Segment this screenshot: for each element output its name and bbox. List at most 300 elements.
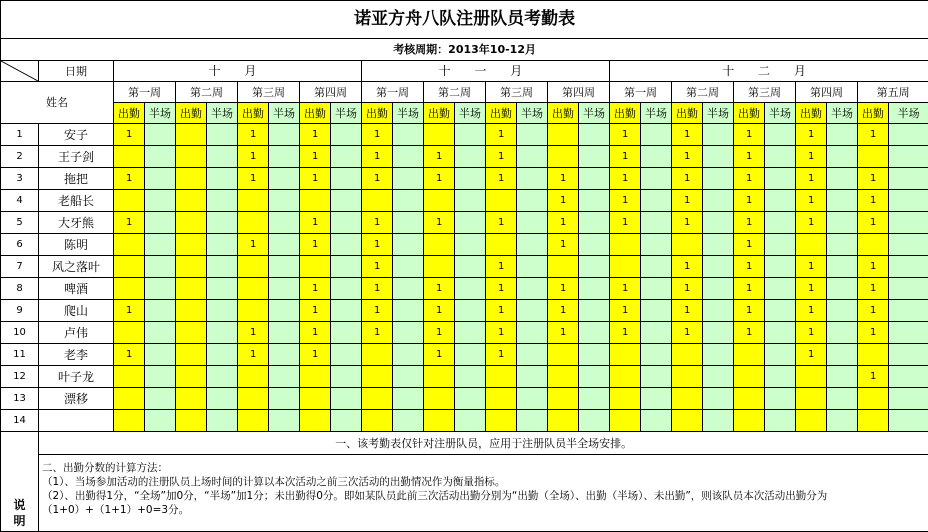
attend-cell[interactable]: 1 <box>858 124 889 146</box>
half-cell[interactable] <box>889 366 928 388</box>
half-cell[interactable] <box>889 410 928 432</box>
half-cell[interactable] <box>641 322 672 344</box>
half-cell[interactable] <box>393 256 424 278</box>
half-cell[interactable] <box>703 146 734 168</box>
attend-cell[interactable] <box>238 300 269 322</box>
attend-cell[interactable]: 1 <box>734 300 765 322</box>
attend-cell[interactable] <box>610 388 641 410</box>
half-cell[interactable] <box>889 300 928 322</box>
attend-cell[interactable]: 1 <box>300 234 331 256</box>
attend-cell[interactable]: 1 <box>362 212 393 234</box>
half-cell[interactable] <box>455 168 486 190</box>
attend-cell[interactable] <box>300 410 331 432</box>
half-cell[interactable] <box>331 366 362 388</box>
half-cell[interactable] <box>145 124 176 146</box>
half-cell[interactable] <box>579 278 610 300</box>
attend-cell[interactable]: 1 <box>114 212 145 234</box>
half-cell[interactable] <box>269 410 300 432</box>
half-cell[interactable] <box>827 146 858 168</box>
half-cell[interactable] <box>455 190 486 212</box>
attend-cell[interactable]: 1 <box>672 322 703 344</box>
attend-cell[interactable] <box>114 146 145 168</box>
attend-cell[interactable] <box>424 366 455 388</box>
half-cell[interactable] <box>765 146 796 168</box>
attend-cell[interactable]: 1 <box>300 322 331 344</box>
attend-cell[interactable]: 1 <box>610 278 641 300</box>
half-cell[interactable] <box>331 168 362 190</box>
attend-cell[interactable]: 1 <box>672 168 703 190</box>
half-cell[interactable] <box>393 388 424 410</box>
attend-cell[interactable]: 1 <box>486 146 517 168</box>
half-cell[interactable] <box>207 322 238 344</box>
attend-cell[interactable]: 1 <box>362 278 393 300</box>
attend-cell[interactable] <box>672 366 703 388</box>
half-cell[interactable] <box>331 388 362 410</box>
attend-cell[interactable] <box>548 410 579 432</box>
half-cell[interactable] <box>455 344 486 366</box>
half-cell[interactable] <box>269 256 300 278</box>
attend-cell[interactable]: 1 <box>486 168 517 190</box>
attend-cell[interactable] <box>610 256 641 278</box>
half-cell[interactable] <box>517 212 548 234</box>
attend-cell[interactable] <box>176 410 207 432</box>
attend-cell[interactable] <box>362 388 393 410</box>
attend-cell[interactable]: 1 <box>424 322 455 344</box>
half-cell[interactable] <box>579 322 610 344</box>
half-cell[interactable] <box>703 168 734 190</box>
attend-cell[interactable]: 1 <box>610 190 641 212</box>
attend-cell[interactable]: 1 <box>362 234 393 256</box>
half-cell[interactable] <box>889 256 928 278</box>
half-cell[interactable] <box>145 278 176 300</box>
half-cell[interactable] <box>579 124 610 146</box>
half-cell[interactable] <box>269 234 300 256</box>
attend-cell[interactable] <box>300 190 331 212</box>
attend-cell[interactable]: 1 <box>238 124 269 146</box>
attend-cell[interactable] <box>238 366 269 388</box>
attend-cell[interactable] <box>176 124 207 146</box>
half-cell[interactable] <box>517 300 548 322</box>
half-cell[interactable] <box>827 366 858 388</box>
half-cell[interactable] <box>517 190 548 212</box>
half-cell[interactable] <box>145 212 176 234</box>
half-cell[interactable] <box>331 212 362 234</box>
half-cell[interactable] <box>703 322 734 344</box>
half-cell[interactable] <box>145 190 176 212</box>
attend-cell[interactable]: 1 <box>734 234 765 256</box>
half-cell[interactable] <box>889 344 928 366</box>
half-cell[interactable] <box>765 168 796 190</box>
half-cell[interactable] <box>579 190 610 212</box>
half-cell[interactable] <box>765 234 796 256</box>
attend-cell[interactable]: 1 <box>114 344 145 366</box>
half-cell[interactable] <box>455 124 486 146</box>
half-cell[interactable] <box>331 190 362 212</box>
attend-cell[interactable] <box>858 146 889 168</box>
half-cell[interactable] <box>641 388 672 410</box>
half-cell[interactable] <box>765 388 796 410</box>
half-cell[interactable] <box>145 256 176 278</box>
attend-cell[interactable]: 1 <box>672 190 703 212</box>
half-cell[interactable] <box>455 256 486 278</box>
attend-cell[interactable]: 1 <box>858 190 889 212</box>
half-cell[interactable] <box>889 124 928 146</box>
half-cell[interactable] <box>207 344 238 366</box>
attend-cell[interactable] <box>734 410 765 432</box>
attend-cell[interactable] <box>858 410 889 432</box>
attend-cell[interactable]: 1 <box>548 278 579 300</box>
attend-cell[interactable]: 1 <box>858 366 889 388</box>
half-cell[interactable] <box>145 344 176 366</box>
attend-cell[interactable]: 1 <box>672 124 703 146</box>
attend-cell[interactable] <box>424 256 455 278</box>
attend-cell[interactable]: 1 <box>734 190 765 212</box>
half-cell[interactable] <box>579 168 610 190</box>
attend-cell[interactable]: 1 <box>610 212 641 234</box>
attend-cell[interactable] <box>362 366 393 388</box>
attend-cell[interactable] <box>548 256 579 278</box>
half-cell[interactable] <box>703 190 734 212</box>
half-cell[interactable] <box>765 344 796 366</box>
half-cell[interactable] <box>207 146 238 168</box>
attend-cell[interactable] <box>734 344 765 366</box>
half-cell[interactable] <box>703 278 734 300</box>
attend-cell[interactable]: 1 <box>610 322 641 344</box>
attend-cell[interactable]: 1 <box>858 300 889 322</box>
half-cell[interactable] <box>641 124 672 146</box>
half-cell[interactable] <box>145 388 176 410</box>
half-cell[interactable] <box>517 366 548 388</box>
attend-cell[interactable]: 1 <box>424 168 455 190</box>
attend-cell[interactable] <box>176 146 207 168</box>
half-cell[interactable] <box>579 300 610 322</box>
half-cell[interactable] <box>641 256 672 278</box>
half-cell[interactable] <box>765 300 796 322</box>
attend-cell[interactable]: 1 <box>300 300 331 322</box>
attend-cell[interactable] <box>176 168 207 190</box>
attend-cell[interactable] <box>114 190 145 212</box>
half-cell[interactable] <box>765 256 796 278</box>
attend-cell[interactable] <box>734 388 765 410</box>
half-cell[interactable] <box>517 234 548 256</box>
attend-cell[interactable] <box>858 234 889 256</box>
attend-cell[interactable]: 1 <box>362 124 393 146</box>
half-cell[interactable] <box>269 212 300 234</box>
attend-cell[interactable]: 1 <box>300 124 331 146</box>
half-cell[interactable] <box>703 410 734 432</box>
attend-cell[interactable] <box>114 388 145 410</box>
attend-cell[interactable] <box>424 190 455 212</box>
attend-cell[interactable] <box>176 256 207 278</box>
half-cell[interactable] <box>827 234 858 256</box>
attend-cell[interactable] <box>424 410 455 432</box>
attend-cell[interactable] <box>796 366 827 388</box>
half-cell[interactable] <box>765 190 796 212</box>
half-cell[interactable] <box>207 256 238 278</box>
attend-cell[interactable] <box>858 388 889 410</box>
half-cell[interactable] <box>703 124 734 146</box>
half-cell[interactable] <box>207 410 238 432</box>
attend-cell[interactable]: 1 <box>424 278 455 300</box>
half-cell[interactable] <box>145 300 176 322</box>
attend-cell[interactable]: 1 <box>734 256 765 278</box>
attend-cell[interactable] <box>114 234 145 256</box>
half-cell[interactable] <box>579 366 610 388</box>
half-cell[interactable] <box>269 300 300 322</box>
attend-cell[interactable]: 1 <box>424 344 455 366</box>
attend-cell[interactable]: 1 <box>362 300 393 322</box>
half-cell[interactable] <box>455 322 486 344</box>
attend-cell[interactable]: 1 <box>486 344 517 366</box>
attend-cell[interactable] <box>672 410 703 432</box>
half-cell[interactable] <box>517 168 548 190</box>
half-cell[interactable] <box>393 168 424 190</box>
half-cell[interactable] <box>889 212 928 234</box>
half-cell[interactable] <box>579 212 610 234</box>
half-cell[interactable] <box>641 168 672 190</box>
half-cell[interactable] <box>703 344 734 366</box>
attend-cell[interactable] <box>362 410 393 432</box>
half-cell[interactable] <box>393 124 424 146</box>
attend-cell[interactable]: 1 <box>238 146 269 168</box>
attend-cell[interactable] <box>176 278 207 300</box>
attend-cell[interactable]: 1 <box>796 300 827 322</box>
attend-cell[interactable]: 1 <box>238 168 269 190</box>
half-cell[interactable] <box>641 278 672 300</box>
attend-cell[interactable] <box>672 344 703 366</box>
attend-cell[interactable]: 1 <box>548 234 579 256</box>
attend-cell[interactable] <box>176 300 207 322</box>
half-cell[interactable] <box>765 278 796 300</box>
attend-cell[interactable] <box>424 388 455 410</box>
half-cell[interactable] <box>269 124 300 146</box>
half-cell[interactable] <box>331 124 362 146</box>
half-cell[interactable] <box>641 234 672 256</box>
half-cell[interactable] <box>641 212 672 234</box>
half-cell[interactable] <box>207 278 238 300</box>
half-cell[interactable] <box>207 168 238 190</box>
attend-cell[interactable]: 1 <box>858 322 889 344</box>
attend-cell[interactable]: 1 <box>238 344 269 366</box>
attend-cell[interactable] <box>486 410 517 432</box>
attend-cell[interactable]: 1 <box>486 256 517 278</box>
attend-cell[interactable]: 1 <box>672 278 703 300</box>
half-cell[interactable] <box>641 146 672 168</box>
attend-cell[interactable] <box>796 388 827 410</box>
attend-cell[interactable] <box>486 234 517 256</box>
attend-cell[interactable] <box>238 410 269 432</box>
attend-cell[interactable]: 1 <box>796 322 827 344</box>
attend-cell[interactable]: 1 <box>424 300 455 322</box>
half-cell[interactable] <box>455 278 486 300</box>
attend-cell[interactable] <box>176 190 207 212</box>
attend-cell[interactable]: 1 <box>300 146 331 168</box>
half-cell[interactable] <box>393 322 424 344</box>
attend-cell[interactable] <box>300 388 331 410</box>
attend-cell[interactable]: 1 <box>362 256 393 278</box>
attend-cell[interactable]: 1 <box>796 278 827 300</box>
attend-cell[interactable]: 1 <box>486 278 517 300</box>
attend-cell[interactable]: 1 <box>796 168 827 190</box>
half-cell[interactable] <box>393 146 424 168</box>
half-cell[interactable] <box>455 388 486 410</box>
half-cell[interactable] <box>517 146 548 168</box>
half-cell[interactable] <box>765 322 796 344</box>
half-cell[interactable] <box>269 366 300 388</box>
half-cell[interactable] <box>517 322 548 344</box>
attend-cell[interactable]: 1 <box>300 278 331 300</box>
half-cell[interactable] <box>455 410 486 432</box>
attend-cell[interactable] <box>424 124 455 146</box>
attend-cell[interactable]: 1 <box>796 344 827 366</box>
attend-cell[interactable] <box>858 344 889 366</box>
half-cell[interactable] <box>331 234 362 256</box>
half-cell[interactable] <box>393 366 424 388</box>
attend-cell[interactable] <box>176 234 207 256</box>
half-cell[interactable] <box>827 256 858 278</box>
half-cell[interactable] <box>889 322 928 344</box>
attend-cell[interactable]: 1 <box>548 212 579 234</box>
half-cell[interactable] <box>703 366 734 388</box>
half-cell[interactable] <box>641 344 672 366</box>
half-cell[interactable] <box>455 146 486 168</box>
half-cell[interactable] <box>517 344 548 366</box>
attend-cell[interactable] <box>238 212 269 234</box>
attend-cell[interactable]: 1 <box>548 190 579 212</box>
attend-cell[interactable] <box>114 366 145 388</box>
attend-cell[interactable]: 1 <box>610 124 641 146</box>
half-cell[interactable] <box>455 234 486 256</box>
half-cell[interactable] <box>517 278 548 300</box>
half-cell[interactable] <box>827 190 858 212</box>
attend-cell[interactable] <box>548 366 579 388</box>
attend-cell[interactable]: 1 <box>486 300 517 322</box>
half-cell[interactable] <box>703 234 734 256</box>
half-cell[interactable] <box>145 168 176 190</box>
attend-cell[interactable]: 1 <box>362 322 393 344</box>
attend-cell[interactable] <box>548 388 579 410</box>
attend-cell[interactable] <box>610 366 641 388</box>
half-cell[interactable] <box>827 322 858 344</box>
attend-cell[interactable]: 1 <box>672 212 703 234</box>
half-cell[interactable] <box>579 146 610 168</box>
attend-cell[interactable]: 1 <box>734 278 765 300</box>
half-cell[interactable] <box>889 278 928 300</box>
attend-cell[interactable]: 1 <box>114 124 145 146</box>
half-cell[interactable] <box>827 212 858 234</box>
attend-cell[interactable]: 1 <box>796 124 827 146</box>
half-cell[interactable] <box>827 278 858 300</box>
attend-cell[interactable]: 1 <box>672 300 703 322</box>
half-cell[interactable] <box>269 388 300 410</box>
half-cell[interactable] <box>455 212 486 234</box>
half-cell[interactable] <box>889 146 928 168</box>
half-cell[interactable] <box>207 366 238 388</box>
attend-cell[interactable] <box>548 344 579 366</box>
half-cell[interactable] <box>765 410 796 432</box>
attend-cell[interactable] <box>610 234 641 256</box>
half-cell[interactable] <box>517 410 548 432</box>
attend-cell[interactable]: 1 <box>796 146 827 168</box>
half-cell[interactable] <box>331 410 362 432</box>
attend-cell[interactable]: 1 <box>114 168 145 190</box>
half-cell[interactable] <box>207 190 238 212</box>
attend-cell[interactable] <box>486 366 517 388</box>
attend-cell[interactable]: 1 <box>548 168 579 190</box>
attend-cell[interactable] <box>796 410 827 432</box>
attend-cell[interactable]: 1 <box>300 212 331 234</box>
half-cell[interactable] <box>207 300 238 322</box>
half-cell[interactable] <box>455 366 486 388</box>
attend-cell[interactable] <box>796 234 827 256</box>
half-cell[interactable] <box>331 146 362 168</box>
attend-cell[interactable]: 1 <box>300 168 331 190</box>
attend-cell[interactable] <box>114 322 145 344</box>
attend-cell[interactable] <box>176 322 207 344</box>
half-cell[interactable] <box>579 410 610 432</box>
half-cell[interactable] <box>393 410 424 432</box>
half-cell[interactable] <box>393 344 424 366</box>
attend-cell[interactable]: 1 <box>734 212 765 234</box>
half-cell[interactable] <box>145 322 176 344</box>
half-cell[interactable] <box>703 212 734 234</box>
attend-cell[interactable]: 1 <box>548 300 579 322</box>
attend-cell[interactable] <box>362 190 393 212</box>
attend-cell[interactable]: 1 <box>734 146 765 168</box>
half-cell[interactable] <box>827 388 858 410</box>
half-cell[interactable] <box>145 234 176 256</box>
half-cell[interactable] <box>145 366 176 388</box>
attend-cell[interactable] <box>548 146 579 168</box>
attend-cell[interactable] <box>238 388 269 410</box>
attend-cell[interactable] <box>114 278 145 300</box>
attend-cell[interactable]: 1 <box>548 322 579 344</box>
attend-cell[interactable]: 1 <box>734 322 765 344</box>
attend-cell[interactable]: 1 <box>858 212 889 234</box>
half-cell[interactable] <box>393 300 424 322</box>
attend-cell[interactable]: 1 <box>672 256 703 278</box>
attend-cell[interactable] <box>672 234 703 256</box>
attend-cell[interactable]: 1 <box>300 344 331 366</box>
attend-cell[interactable] <box>672 388 703 410</box>
attend-cell[interactable]: 1 <box>858 168 889 190</box>
half-cell[interactable] <box>393 212 424 234</box>
half-cell[interactable] <box>331 322 362 344</box>
half-cell[interactable] <box>269 322 300 344</box>
half-cell[interactable] <box>393 190 424 212</box>
half-cell[interactable] <box>145 146 176 168</box>
half-cell[interactable] <box>145 410 176 432</box>
half-cell[interactable] <box>889 388 928 410</box>
attend-cell[interactable]: 1 <box>858 256 889 278</box>
half-cell[interactable] <box>331 300 362 322</box>
half-cell[interactable] <box>331 256 362 278</box>
half-cell[interactable] <box>517 388 548 410</box>
half-cell[interactable] <box>641 366 672 388</box>
attend-cell[interactable]: 1 <box>734 124 765 146</box>
attend-cell[interactable] <box>548 124 579 146</box>
attend-cell[interactable]: 1 <box>362 146 393 168</box>
attend-cell[interactable] <box>238 278 269 300</box>
attend-cell[interactable]: 1 <box>672 146 703 168</box>
attend-cell[interactable]: 1 <box>114 300 145 322</box>
half-cell[interactable] <box>579 234 610 256</box>
attend-cell[interactable] <box>300 366 331 388</box>
half-cell[interactable] <box>269 168 300 190</box>
attend-cell[interactable] <box>734 366 765 388</box>
attend-cell[interactable] <box>114 256 145 278</box>
half-cell[interactable] <box>331 344 362 366</box>
